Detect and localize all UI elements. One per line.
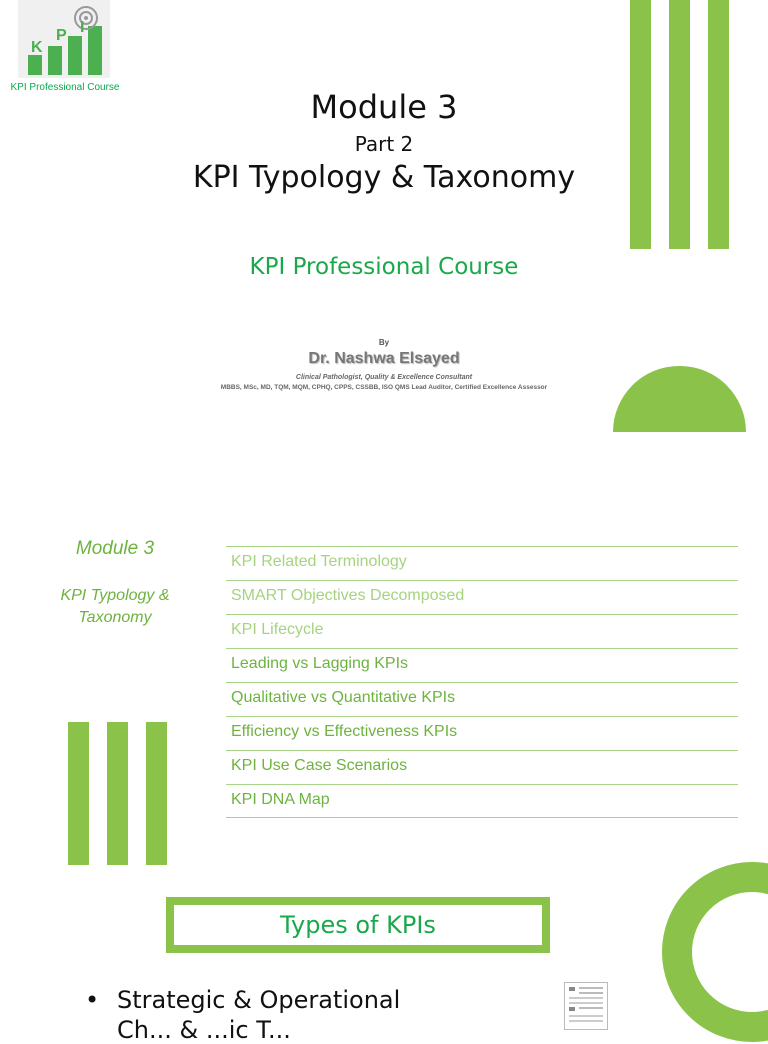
author-name: Dr. Nashwa Elsayed (308, 350, 460, 367)
module-subtitle-line1: KPI Typology & (60, 587, 170, 604)
bullet-item: Ch... & ...ic T... (117, 1016, 291, 1044)
toc-item[interactable]: KPI Related Terminology (226, 546, 738, 580)
module-subtitle (40, 585, 190, 629)
logo-caption: KPI Professional Course (10, 82, 120, 93)
part-title: Part 2 (354, 132, 414, 156)
toc-item[interactable]: KPI Use Case Scenarios (226, 750, 738, 784)
section-heading-box (166, 897, 550, 953)
bullet-item (85, 986, 400, 1014)
logo-letter-k: K (31, 39, 43, 56)
module-subtitle-line2: Taxonomy (78, 609, 152, 626)
logo-letter-p: P (56, 27, 67, 44)
module-toc (226, 546, 738, 818)
toc-item[interactable]: KPI DNA Map (226, 784, 738, 818)
toc-item[interactable]: Efficiency vs Effectiveness KPIs (226, 716, 738, 750)
toc-item[interactable]: SMART Objectives Decomposed (226, 580, 738, 614)
toc-item[interactable]: KPI Lifecycle (226, 614, 738, 648)
author-role: Clinical Pathologist, Quality & Excellence Consultant (295, 374, 473, 381)
document-thumbnail-icon (564, 982, 608, 1030)
by-label: By (378, 338, 390, 347)
topic-title: KPI Typology & Taxonomy (192, 160, 576, 195)
logo-letter-i: I (80, 19, 85, 36)
author-credentials: MBBS, MSc, MD, TQM, MQM, CPHQ, CPPS, CSSBB, ISO QMS Lead Auditor, Certified Excellence Assessor (220, 384, 548, 391)
kpi-logo-graphic (18, 0, 110, 78)
decor-bar-5 (107, 722, 128, 865)
decor-bar-6 (146, 722, 167, 865)
module-label: Module 3 (75, 538, 155, 559)
course-name: KPI Professional Course (249, 254, 519, 280)
module-title: Module 3 (310, 88, 458, 126)
bullet-icon: • (85, 986, 100, 1014)
decor-bar-4 (68, 722, 89, 865)
toc-item[interactable]: Qualitative vs Quantitative KPIs (226, 682, 738, 716)
bullet-text: Strategic & Operational (117, 986, 401, 1014)
decor-ring (662, 862, 768, 1042)
toc-item[interactable]: Leading vs Lagging KPIs (226, 648, 738, 682)
section-heading: Types of KPIs (174, 905, 542, 945)
kpi-logo (18, 0, 110, 78)
